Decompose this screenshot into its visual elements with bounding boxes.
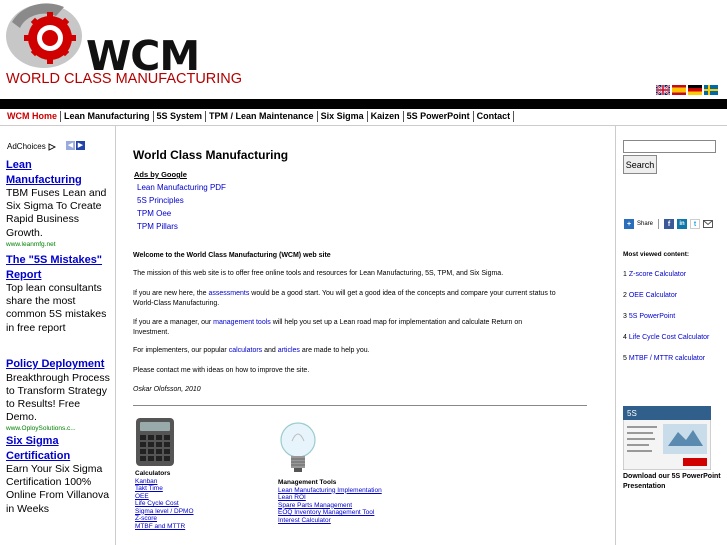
logo-subtitle[interactable]: WORLD CLASS MANUFACTURING [6,71,243,87]
signature: Oskar Olofsson, 2010 [133,386,201,393]
nav-wcm-home[interactable]: WCM Home [0,111,61,122]
calculator-link[interactable]: Life Cycle Cost [135,500,179,507]
calculator-link[interactable]: MTBF and MTTR [135,522,186,530]
nav-tpm-lean-maintenance[interactable]: TPM / Lean Maintenance [206,111,318,122]
most-viewed-link[interactable]: Z-score Calculator [628,271,687,278]
search-button[interactable]: Search [623,155,657,174]
calculators-heading: Calculators [135,470,171,477]
ad-link[interactable]: 5S Principles [137,196,184,205]
text-span: will help you set up a Lean road map for implementation and calculate Return on Investment. [133,319,523,336]
ad-link[interactable]: TPM Oee [137,209,172,218]
calculator-link[interactable]: OEE [135,492,149,500]
content-divider [133,405,587,406]
new-visitor-paragraph [133,289,573,308]
ad-block[interactable] [6,357,110,432]
ad-pager [66,141,85,150]
right-sidebar [615,126,727,545]
uk-flag-icon[interactable] [656,85,670,95]
item-number: 1 [623,271,627,278]
management-tool-link[interactable]: Lean Manufacturing Implementation [278,486,382,494]
text-span: For implementers, our popular [133,347,229,354]
thumb-label: 5S [627,409,637,418]
nav-contact[interactable]: Contact [474,111,515,122]
share-separator [658,219,659,229]
management-tool-link[interactable]: Lean ROI [278,494,306,501]
spain-flag-icon[interactable] [672,85,686,95]
management-tool-link[interactable]: Spare Parts Management [278,501,353,509]
linkedin-icon[interactable]: in [677,219,687,229]
site-header [0,0,727,99]
share-bar [624,219,713,229]
most-viewed-link[interactable]: MTBF / MTTR calculator [628,355,706,362]
item-number: 2 [623,292,627,299]
assessments-link[interactable]: assessments [208,290,250,297]
ad-url[interactable]: www.leanmfg.net [6,240,56,248]
ad-block[interactable] [6,158,110,248]
text-span: and [264,347,278,354]
item-number: 3 [623,313,627,320]
calculator-icon[interactable] [135,417,175,467]
most-viewed-item [623,313,675,320]
header-black-bar [0,99,727,109]
calculator-link[interactable]: Kanban [135,477,158,485]
text-span: are made to help you. [301,347,370,354]
5s-powerpoint-thumbnail[interactable] [623,406,711,470]
nav-kaizen[interactable]: Kaizen [368,111,404,122]
contact-text: Please contact me with ideas on how to improve the site. [133,367,310,374]
ad-text: TBM Fuses Lean and Six Sigma To Create Rapid Business Growth. [6,187,107,239]
sweden-flag-icon[interactable] [704,85,718,95]
text-span: If you are new here, the [133,290,209,297]
item-number: 5 [623,355,627,362]
gear-logo-icon[interactable] [4,2,88,70]
share-plus-icon[interactable]: + [624,219,634,229]
facebook-icon[interactable]: f [664,219,674,229]
promo-caption[interactable]: Download our 5S PowerPoint Presentation [623,473,721,490]
text-span: If you are a manager, our [133,319,214,326]
left-ad-column [0,126,116,545]
main-content [117,126,614,545]
nav-six-sigma[interactable]: Six Sigma [318,111,368,122]
item-number: 4 [623,334,627,341]
calculator-link[interactable]: Sigma level / DPMO [135,507,194,515]
ad-block[interactable] [6,253,110,357]
ad-title[interactable]: Lean Manufacturing [6,159,82,186]
share-label[interactable]: Share [637,221,654,227]
ads-by-google[interactable]: Ads by Google [134,170,187,179]
ad-title[interactable]: Policy Deployment [6,358,105,370]
email-icon[interactable] [703,220,713,228]
most-viewed-title: Most viewed content: [623,251,690,258]
manager-paragraph [133,318,553,337]
management-tools-section [278,419,382,524]
twitter-icon[interactable]: t [690,219,700,229]
ad-text: Earn Your Six Sigma Certification 100% Online From Villanova in Weeks [6,463,110,515]
most-viewed-item [623,334,709,341]
ad-title[interactable]: Six Sigma Certification [6,435,71,462]
calculator-link[interactable]: Z-score [135,515,158,522]
logo-wordmark[interactable]: WCM [86,32,200,80]
calculators-section [135,417,194,530]
search-input[interactable] [623,140,716,153]
calculators-link[interactable]: calculators [228,347,265,354]
most-viewed-item [623,355,705,362]
ad-block[interactable] [6,434,110,516]
ad-text: Breakthrough Process to Transform Strategy to Results! Free Demo. [6,371,110,424]
management-tool-link[interactable]: Interest Calculator [278,516,331,524]
nav-lean-manufacturing[interactable]: Lean Manufacturing [61,111,154,122]
most-viewed-item [623,292,677,299]
implementers-paragraph [133,346,593,356]
welcome-heading: Welcome to the World Class Manufacturing (WCM) web site [133,252,331,259]
most-viewed-item [623,271,686,278]
mission-text: The mission of this web site is to offer free online tools and resources for Lean Manufacturing, 5S, TPM, and Six Sigma. [133,270,504,277]
ad-text: Top lean consultants share the most common 5S mistakes in free report [6,282,107,334]
adchoices-label[interactable] [7,142,56,151]
most-viewed-link[interactable]: Life Cycle Cost Calculator [628,334,710,341]
prev-arrow-icon[interactable]: ◀ [67,142,74,149]
most-viewed-link[interactable]: 5S PowerPoint [628,313,676,320]
management-tools-heading: Management Tools [278,479,337,486]
most-viewed-link[interactable]: OEE Calculator [628,292,678,299]
nav-5s-system[interactable]: 5S System [154,111,207,122]
text-span: would be a good start. You will get a good idea of the concepts and compare your current status to World-Class Manufacturing. [133,290,556,307]
language-flags [656,85,718,95]
adchoices-icon[interactable] [48,143,56,151]
ad-title[interactable]: The "5S Mistakes" Report [6,254,103,281]
next-arrow-icon[interactable]: ▶ [77,142,84,149]
nav-5s-powerpoint[interactable]: 5S PowerPoint [404,111,474,122]
ad-url[interactable]: www.OploySolutions.c... [6,425,76,433]
management-tools-link[interactable]: management tools [213,319,271,326]
main-navigation [0,109,727,123]
adchoices-text[interactable]: AdChoices [7,142,46,151]
ad-link[interactable]: TPM Pillars [137,222,178,231]
calculator-link[interactable]: Takt Time [135,485,163,492]
management-tool-link[interactable]: EOQ Inventory Management Tool [278,509,375,516]
germany-flag-icon[interactable] [688,85,702,95]
lightbulb-icon[interactable] [278,419,318,477]
page-title: World Class Manufacturing [133,148,289,162]
ad-link[interactable]: Lean Manufacturing PDF [137,183,226,192]
articles-link[interactable]: articles [277,347,302,354]
